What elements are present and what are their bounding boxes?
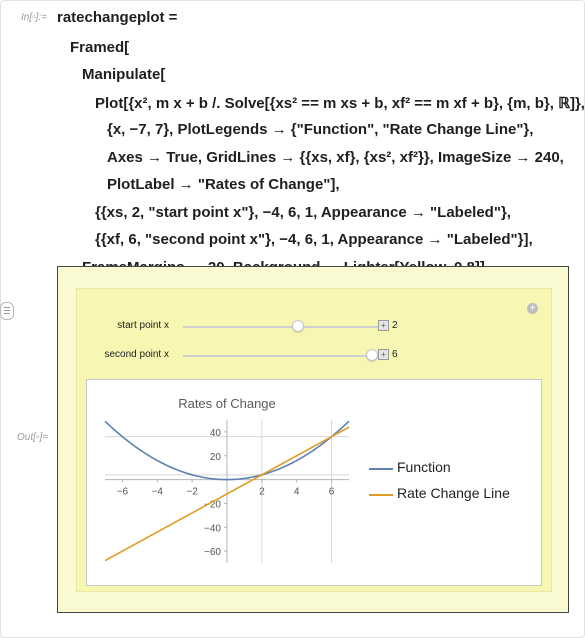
chart-title: Rates of Change	[178, 396, 276, 411]
x-tick-label: −6	[116, 486, 129, 498]
legend-label-function: Function	[397, 459, 451, 475]
code-line-6[interactable]: Axes → True, GridLines → {{xs, xf}, {xs², xf²}}, ImageSize → 240,	[107, 149, 564, 166]
slider-thumb-start[interactable]	[292, 320, 304, 332]
slider-track-second[interactable]	[183, 355, 378, 357]
x-tick-label: 4	[293, 486, 300, 498]
plot-area	[86, 379, 542, 586]
slider-value-second: 6	[392, 349, 398, 360]
slider-label-start: start point x	[117, 320, 169, 331]
code-line-5[interactable]: {x, −7, 7}, PlotLegends → {"Function", "Rate Change Line"},	[107, 121, 534, 138]
cell-menu-icon[interactable]	[0, 302, 14, 320]
y-tick-label: 40	[209, 427, 221, 439]
code-line-8[interactable]: {{xs, 2, "start point x"}, −4, 6, 1, Appearance → "Labeled"},	[95, 204, 511, 221]
legend-label-rate-change: Rate Change Line	[397, 485, 510, 501]
output-label: Out[▫]=	[17, 432, 49, 443]
code-line-4[interactable]: Plot[{x², m x + b /. Solve[{xs² == m xs + b, xf² == m xf + b}, {m, b}, ℝ]},	[95, 95, 585, 112]
slider-thumb-second[interactable]	[366, 349, 378, 361]
legend-swatch-function	[369, 468, 393, 470]
slider-label-second: second point x	[104, 349, 169, 360]
code-line-3[interactable]: Manipulate[	[82, 66, 166, 83]
framed-output	[57, 266, 569, 613]
x-tick-label: −2	[186, 486, 198, 498]
y-tick-label: −40	[204, 523, 221, 535]
legend-swatch-rate-change	[369, 494, 393, 496]
input-label: In[▫]:=	[21, 12, 48, 23]
y-tick-label: 20	[209, 451, 221, 463]
rate-change-chart	[87, 380, 541, 585]
code-line-1[interactable]: ratechangeplot =	[57, 9, 178, 26]
slider-expand-icon-second[interactable]: +	[378, 349, 389, 360]
manipulate-panel	[76, 288, 552, 592]
slider-value-start: 2	[392, 320, 398, 331]
y-tick-label: −60	[204, 547, 221, 559]
y-tick-label: −20	[204, 499, 221, 511]
plus-circle-icon[interactable]: +	[527, 303, 538, 314]
code-line-9[interactable]: {{xf, 6, "second point x"}, −4, 6, 1, Appearance → "Labeled"}],	[95, 231, 533, 248]
slider-expand-icon-start[interactable]: +	[378, 320, 389, 331]
x-tick-label: −4	[151, 486, 163, 498]
code-line-7[interactable]: PlotLabel → "Rates of Change"],	[107, 176, 340, 193]
x-tick-label: 2	[259, 486, 265, 498]
slider-track-start[interactable]	[183, 326, 378, 328]
x-tick-label: 6	[328, 486, 335, 498]
code-line-2[interactable]: Framed[	[70, 39, 130, 56]
